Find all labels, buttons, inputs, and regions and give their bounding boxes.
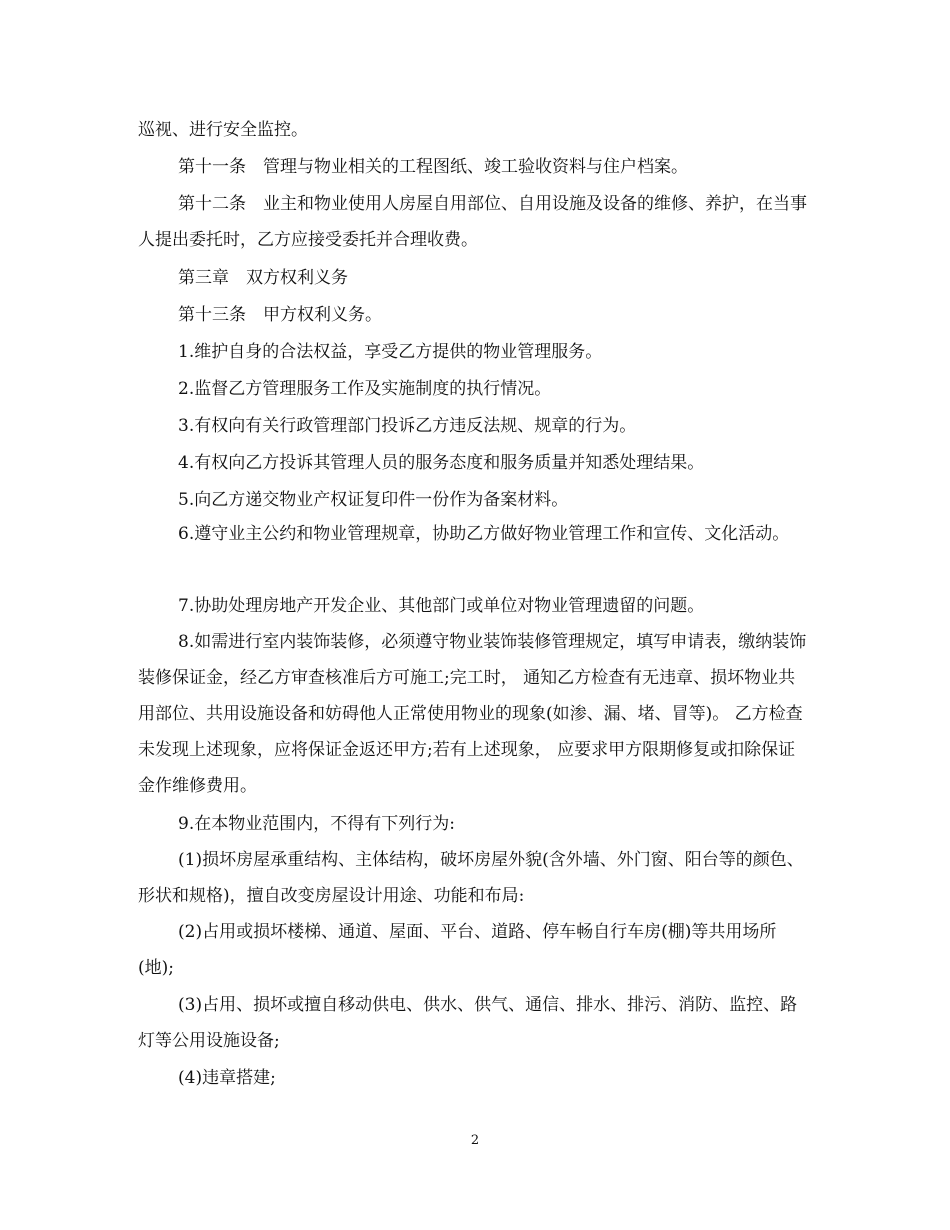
- sub-item: (3)占用、损坏或擅自移动供电、供水、供气、通信、排水、排污、消防、监控、路灯等公用设施设备;: [138, 995, 798, 1051]
- list-item: 2.监督乙方管理服务工作及实施制度的执行情况。: [178, 379, 552, 399]
- chapter-heading: 第三章 双方权利义务: [178, 268, 348, 288]
- list-item: 9.在本物业范围内，不得有下列行为:: [178, 814, 455, 834]
- page-number: 2: [470, 1133, 480, 1148]
- list-item: 7.协助处理房地产开发企业、其他部门或单位对物业管理遗留的问题。: [178, 596, 705, 616]
- paragraph: 第十三条 甲方权利义务。: [178, 305, 382, 325]
- list-item: 3.有权向有关行政管理部门投诉乙方违反法规、规章的行为。: [178, 416, 637, 436]
- paragraph: 第十二条 业主和物业使用人房屋自用部位、自用设施及设备的维修、养护，在当事人提出委托时，乙方应接受委托并合理收费。: [138, 194, 807, 250]
- sub-item: (1)损坏房屋承重结构、主体结构，破坏房屋外貌(含外墙、外门窗、阳台等的颜色、形状和规格)，擅自改变房屋设计用途、功能和布局:: [138, 850, 804, 906]
- list-item: 1.维护自身的合法权益，享受乙方提供的物业管理服务。: [178, 342, 603, 362]
- paragraph: 第十一条 管理与物业相关的工程图纸、竣工验收资料与住户档案。: [178, 157, 688, 177]
- paragraph: 巡视、进行安全监控。: [138, 120, 308, 140]
- sub-item: (4)违章搭建;: [178, 1068, 276, 1088]
- list-item: 4.有权向乙方投诉其管理人员的服务态度和服务质量并知悉处理结果。: [178, 453, 705, 473]
- sub-item: (2)占用或损坏楼梯、通道、屋面、平台、道路、停车畅自行车房(棚)等共用场所(地);: [138, 922, 777, 978]
- list-item: 8.如需进行室内装饰装修，必须遵守物业装饰装修管理规定，填写申请表，缴纳装饰装修保证金，经乙方审查核准后方可施工;完工时， 通知乙方检查有无违章、损坏物业共用部位、共用设施设备和妨碍他人正常使用物业的现象(如渗、漏、堵、冒等)。 乙方检查未发现上述现象，应将保证金返还甲方;若有上述现象， 应要求甲方限期修复或扣除保证金作维修费用。: [138, 632, 807, 796]
- list-item: 5.向乙方递交物业产权证复印件一份作为备案材料。: [178, 490, 569, 510]
- list-item: 6.遵守业主公约和物业管理规章，协助乙方做好物业管理工作和宣传、文化活动。: [178, 524, 790, 544]
